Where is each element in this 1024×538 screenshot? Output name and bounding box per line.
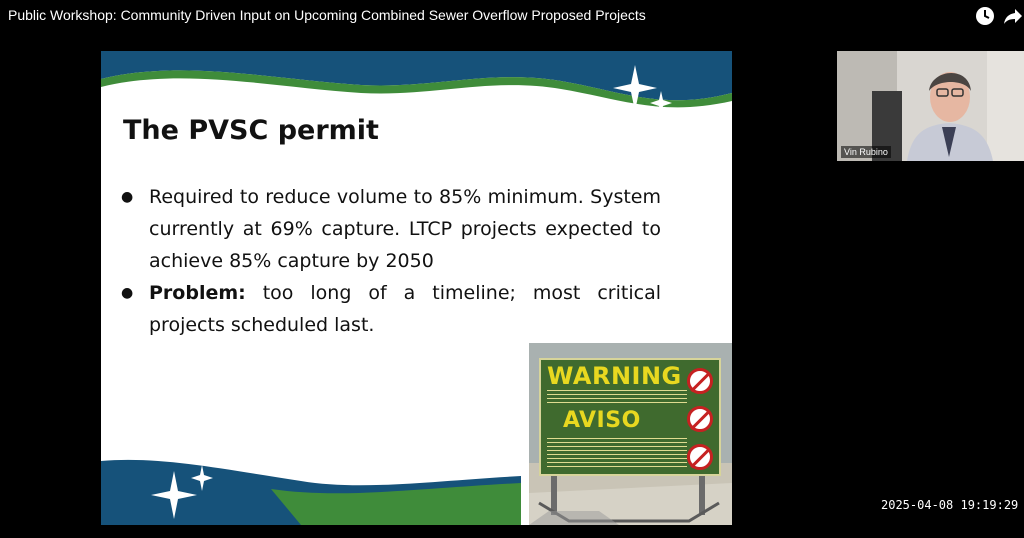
no-fishing-icon: [687, 444, 713, 470]
presenter-image: [837, 51, 1024, 161]
bullet-list: [121, 181, 661, 341]
bullet-item: [121, 181, 661, 277]
sign-fine-print: [547, 390, 687, 404]
sign-fine-print: [547, 438, 687, 468]
video-top-bar: [0, 0, 1024, 34]
bullet-bold-label: Problem:: [149, 282, 246, 304]
share-icon[interactable]: [1003, 6, 1023, 26]
clock-icon[interactable]: [975, 6, 995, 26]
bullet-text: too long of a timeline; most critical projects scheduled last.: [149, 282, 661, 336]
warning-sign: [539, 358, 721, 476]
sign-warning-text: WARNING: [547, 362, 682, 390]
no-wading-icon: [687, 406, 713, 432]
presenter-video[interactable]: [837, 51, 1024, 161]
slide-title: The PVSC permit: [123, 115, 379, 146]
bullet-item: [121, 277, 661, 341]
presenter-name-label: Vin Rubino: [841, 146, 891, 158]
presentation-slide: [101, 51, 732, 525]
bullet-text: Required to reduce volume to 85% minimum. System currently at 69% capture. LTCP projects expected to achieve 85% capture by 2050: [149, 186, 661, 272]
video-title: Public Workshop: Community Driven Input on Upcoming Combined Sewer Overflow Proposed Projects: [8, 7, 646, 23]
warning-sign-photo: [529, 343, 732, 525]
sign-aviso-text: AVISO: [563, 408, 641, 433]
video-timestamp: 2025-04-08 19:19:29: [881, 498, 1019, 512]
no-swimming-icon: [687, 368, 713, 394]
